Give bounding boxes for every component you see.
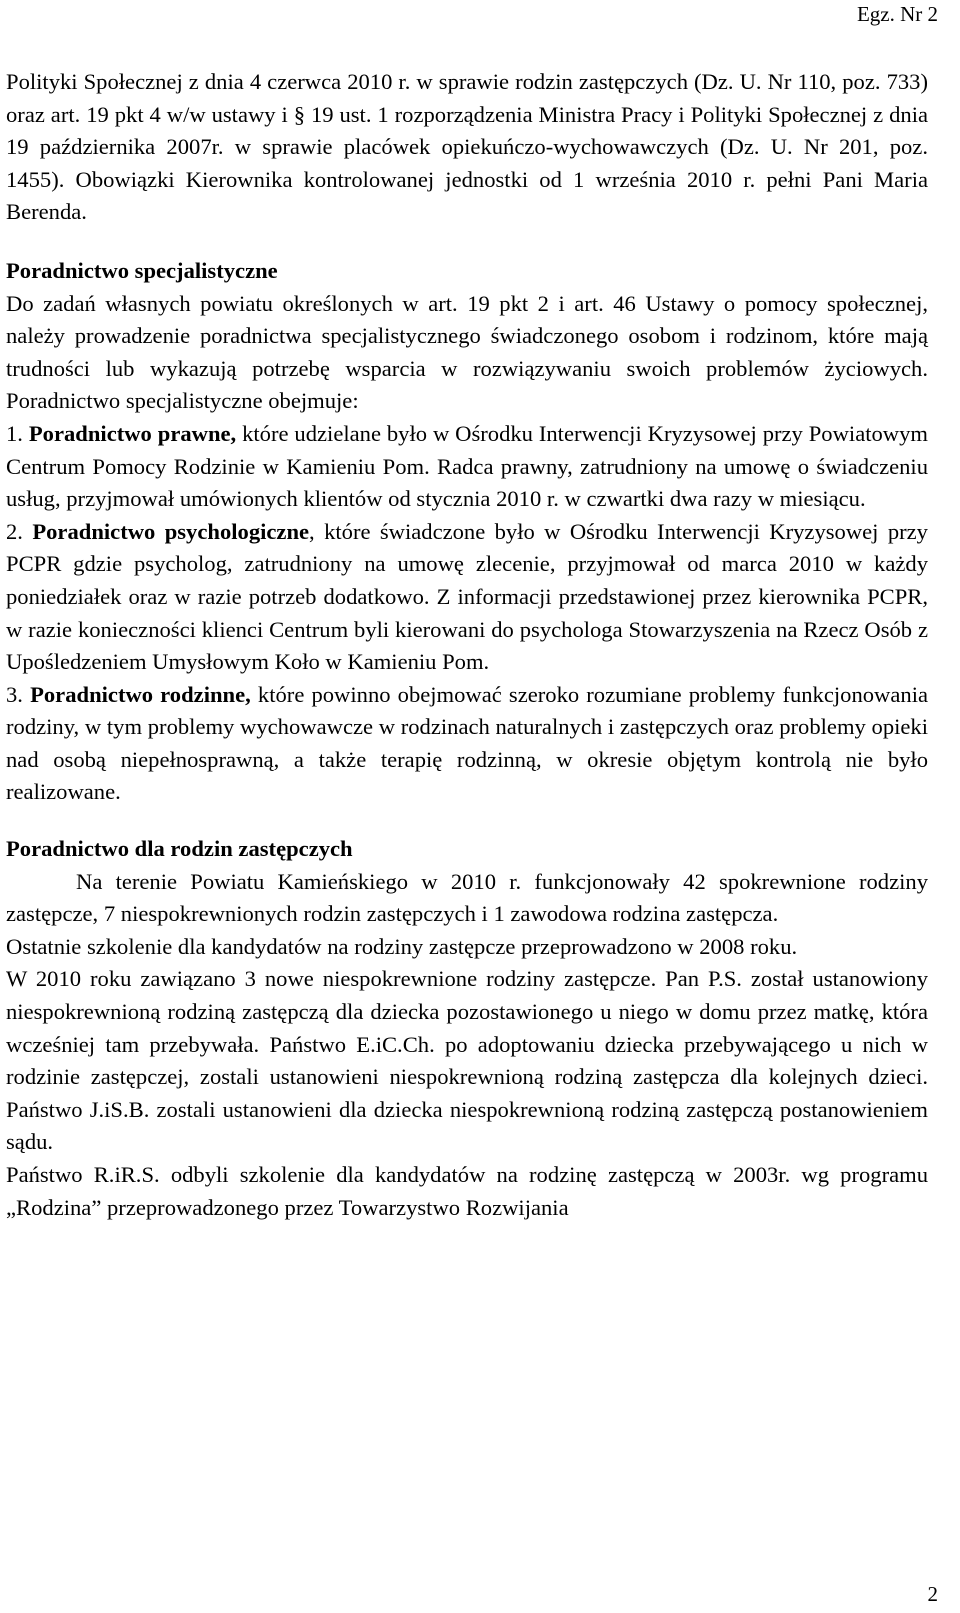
section-intro-paragraph: Do zadań własnych powiatu określonych w art. 19 pkt 2 i art. 46 Ustawy o pomocy społecznej, należy prowadzenie poradnictwa specjalistycznego świadczonego osobom i rodzinom, które mają trudności lub wykazują potrzebę wsparcia w rozwiązywaniu swoich problemów życiowych. Poradnictwo specjalistyczne obejmuje:: [6, 290, 928, 414]
copy-number-label: Egz. Nr 2: [856, 2, 938, 26]
document-body: [6, 66, 928, 1224]
list-item-text: które powinno obejmować szeroko rozumiane problemy funkcjonowania rodziny, w tym problemy wychowawcze w rodzinach naturalnych i zastępczych oraz problemy opieki nad osobą niepełnosprawną, a także terapię rodzinną, w okresie objętym kontrolą nie było realizowane.: [6, 681, 929, 805]
intro-paragraph: Polityki Społecznej z dnia 4 czerwca 2010 r. w sprawie rodzin zastępczych (Dz. U. Nr 110, poz. 733) oraz art. 19 pkt 4 w/w ustawy i § 19 ust. 1 rozporządzenia Ministra Pracy i Polityki Społecznej z dnia 19 października 2007r. w sprawie placówek opiekuńczo-wychowawczych (Dz. U. Nr 201, poz. 1455). Obowiązki Kierownika kontrolowanej jednostki od 1 września 2010 r. pełni Pani Maria Berenda.: [6, 69, 928, 225]
list-item-family-counseling: [6, 679, 928, 809]
list-item-psychological-counseling: [6, 516, 928, 679]
foster-paragraph-3: W 2010 roku zawiązano 3 nowe niespokrewnione rodziny zastępcze. Pan P.S. został ustanowiony niespokrewnioną rodziną zastępczą dla dziecka pozostawionego u niego w domu przez matkę, która wcześniej tam przebywała. Państwo E.iC.Ch. po adoptowaniu dziecka przebywającego u nich w rodzinie zastępczej, zostali ustanowieni niespokrewnioną rodziną zastępcza dla kolejnych dzieci. Państwo J.iS.B. zostali ustanowieni dla dziecka niespokrewnioną rodziną zastępczą postanowieniem sądu.: [6, 966, 928, 1155]
list-item-text: które udzielane było w Ośrodku Interwencji Kryzysowej przy Powiatowym Centrum Pomocy Rodzinie w Kamieniu Pom. Radca prawny, zatrudniony na umowę o świadczeniu usług, przyjmował umówionych klientów od stycznia 2010 r. w czwartki dwa razy w miesiącu.: [6, 420, 928, 512]
list-item-title: Poradnictwo psychologiczne: [32, 518, 310, 544]
section-heading-foster-families: Poradnictwo dla rodzin zastępczych: [6, 836, 353, 862]
foster-paragraph-2: Ostatnie szkolenie dla kandydatów na rodziny zastępcze przeprowadzono w 2008 roku.: [6, 933, 798, 959]
list-item-title: Poradnictwo prawne,: [28, 420, 237, 446]
list-item-title: Poradnictwo rodzinne,: [30, 681, 251, 707]
list-item-number: 1.: [6, 420, 23, 446]
list-item-number: 2.: [6, 518, 23, 544]
foster-paragraph-1: Na terenie Powiatu Kamieńskiego w 2010 r. funkcjonowały 42 spokrewnione rodziny zastępcze, 7 niespokrewnionych rodzin zastępczych i 1 zawodowa rodzina zastępcza.: [6, 868, 928, 927]
foster-paragraph-4: Państwo R.iR.S. odbyli szkolenie dla kandydatów na rodzinę zastępczą w 2003r. wg programu „Rodzina” przeprowadzonego przez Towarzystwo Rozwijania: [6, 1162, 928, 1220]
list-item-number: 3.: [6, 681, 23, 707]
list-item-text: , które świadczone było w Ośrodku Interwencji Kryzysowej przy PCPR gdzie psycholog, zatrudniony na umowę zlecenie, przyjmował od marca 2010 w każdy poniedziałek oraz w razie potrzeb dodatkowo. Z informacji przedstawionej przez kierownika PCPR, w razie konieczności klienci Centrum byli kierowani do psychologa Stowarzyszenia na Rzecz Osób z Upośledzeniem Umysłowym Koło w Kamieniu Pom.: [6, 518, 928, 675]
page-number: 2: [927, 1582, 938, 1606]
section-heading-specialist-counseling: Poradnictwo specjalistyczne: [6, 257, 278, 283]
list-item-legal-counseling: [6, 418, 928, 516]
